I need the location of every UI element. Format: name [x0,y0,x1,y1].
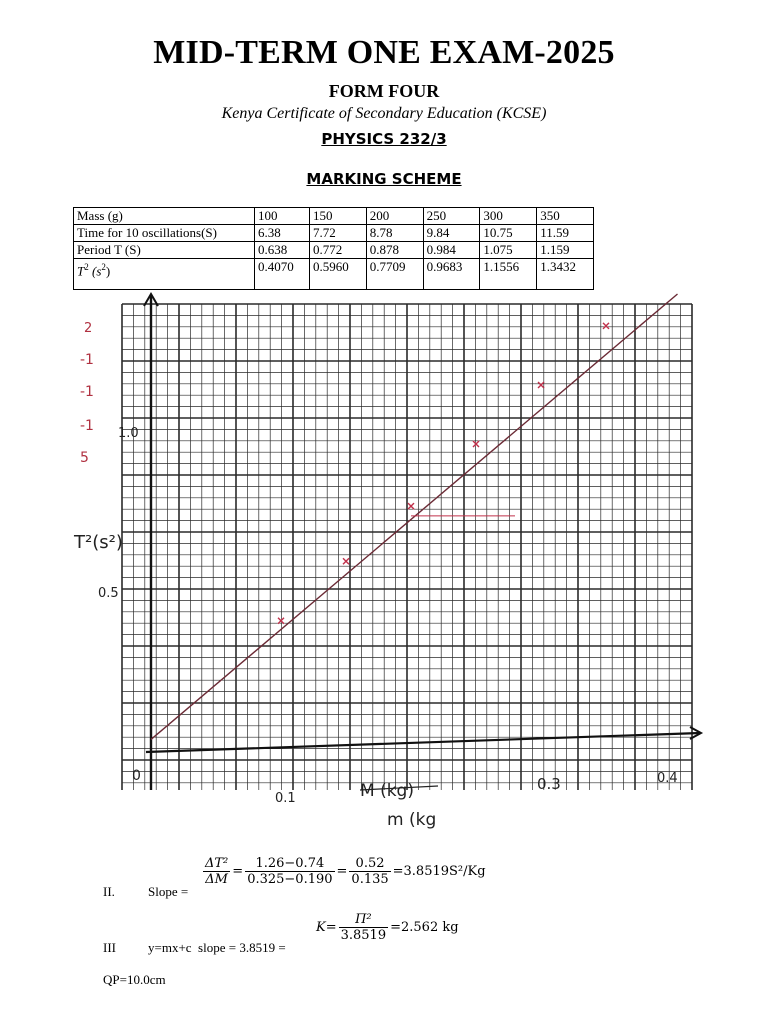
question-number: II. [103,884,115,899]
table-row [74,242,594,259]
table-cell: 0.878 [366,242,423,259]
question-number: III [103,940,116,955]
table-cell: 300 [480,208,537,225]
data-point [473,441,479,447]
form-level: FORM FOUR [328,81,440,101]
table-row [74,259,594,290]
row-label: $T^2$ $(s^2)$ [74,259,255,290]
table-row [74,208,594,225]
table-cell: 0.984 [423,242,480,259]
x-axis-label-crossed: M (kg) [360,781,414,801]
table-cell: 200 [366,208,423,225]
x-axis [146,733,700,752]
results-table [73,207,594,290]
margin-mark: -1 [80,384,94,400]
graph-paper [70,290,720,835]
row-label: Time for 10 oscillations(S) [74,225,255,242]
x-tick-label: 0.1 [275,791,296,806]
table-cell: 7.72 [310,225,367,242]
table-cell: 1.159 [537,242,594,259]
paper-code: PHYSICS 232/3 [321,130,447,148]
table-cell: 11.59 [537,225,594,242]
y-axis-label: T²(s²) [74,532,123,553]
table-cell: 0.9683 [423,259,480,290]
data-point [408,503,414,509]
table-cell: 6.38 [255,225,310,242]
table-cell: 0.4070 [255,259,310,290]
x-axis-label: m (kg [387,810,437,830]
margin-mark: -1 [80,352,94,368]
table-cell: 350 [537,208,594,225]
graph-svg [70,290,720,835]
table-cell: 0.5960 [310,259,367,290]
x-tick-label: 0.4 [657,771,678,786]
table-cell: 8.78 [366,225,423,242]
margin-mark: -1 [80,418,94,434]
y-tick-label: 1.0 [118,426,139,441]
k-equation: K= $\frac{\text{Π²}}{3.8519}$ =2.562 kg [316,912,459,943]
table-cell: 1.075 [480,242,537,259]
table-cell: 10.75 [480,225,537,242]
y-tick-label: 0.5 [98,586,119,601]
table-cell: 150 [310,208,367,225]
margin-mark: 2 [84,321,93,336]
table-row [74,225,594,242]
data-point [343,558,349,564]
x-tick-label: 0.3 [537,775,561,793]
y-tick-label: 0 [132,768,141,784]
qp-value: QP=10.0cm [103,972,166,987]
table-cell: 250 [423,208,480,225]
slope-statement: y=mx+c slope = 3.8519 = [148,940,286,955]
table-cell: 1.1556 [480,259,537,290]
margin-mark: 5 [80,450,89,466]
table-cell: 9.84 [423,225,480,242]
answer-ii [103,856,663,906]
data-point [603,323,609,329]
exam-body: Kenya Certificate of Secondary Education (KCSE) [221,105,547,122]
answer-iii [103,912,663,962]
row-label: Period T (S) [74,242,255,259]
exam-title: MID-TERM ONE EXAM-2025 [153,34,615,71]
slope-label: Slope = [148,884,189,899]
table-cell: 0.7709 [366,259,423,290]
table-cell: 1.3432 [537,259,594,290]
document-type: MARKING SCHEME [306,170,462,188]
table-cell: 0.772 [310,242,367,259]
table-cell: 0.638 [255,242,310,259]
table-cell: 100 [255,208,310,225]
data-point [538,382,544,388]
grid-lines [122,304,692,790]
slope-equation: $\frac{\text{ΔT²}}{\Delta M}$ = $\frac{1.26-0.74}{0.325-0.190}$ = $\frac{0.52}{0.135}$ =3.8519S²/Kg [205,856,486,887]
row-label: Mass (g) [74,208,255,225]
